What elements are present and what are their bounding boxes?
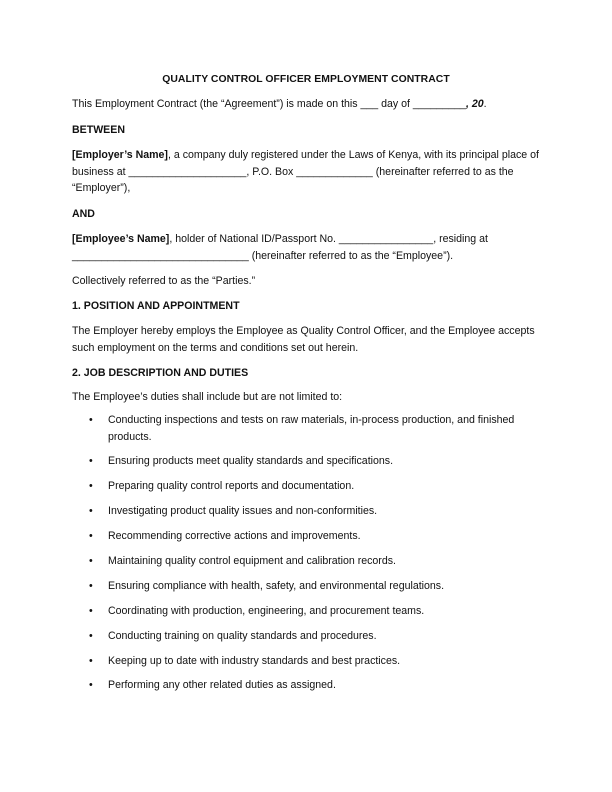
intro-paragraph bbox=[72, 96, 544, 113]
intro-text: This Employment Contract (the “Agreement”) is made on this ___ day of _________ bbox=[72, 98, 466, 110]
intro-year: , 20 bbox=[465, 98, 484, 110]
between-label: BETWEEN bbox=[72, 124, 125, 136]
bullet-marker: • bbox=[89, 679, 93, 692]
section1-text: The Employer hereby employs the Employee as Quality Control Officer, and the Employee accepts such employment on the terms and conditions set out herein. bbox=[72, 325, 535, 354]
parties-text: Collectively referred to as the “Parties.” bbox=[72, 275, 256, 287]
section2-intro: The Employee’s duties shall include but are not limited to: bbox=[72, 391, 343, 403]
employer-name: [Employer’s Name] bbox=[72, 149, 168, 161]
section1-heading: 1. POSITION AND APPOINTMENT bbox=[72, 300, 240, 312]
bullet-marker: • bbox=[89, 654, 93, 667]
list-item: • Investigating product quality issues and non-conformities. bbox=[72, 503, 544, 520]
list-item: • Coordinating with production, engineering, and procurement teams. bbox=[72, 603, 544, 620]
bullet-marker: • bbox=[89, 455, 93, 468]
bullet-marker: • bbox=[89, 629, 93, 642]
list-item: • Ensuring compliance with health, safety, and environmental regulations. bbox=[72, 578, 544, 595]
employee-text: , holder of National ID/Passport No. ________________, residing at ______________________________ (hereinafter referred to as the “Employee”). bbox=[72, 233, 488, 262]
bullet-marker: • bbox=[89, 554, 93, 567]
intro-end: . bbox=[483, 98, 487, 110]
list-item: • Preparing quality control reports and documentation. bbox=[72, 478, 544, 495]
bullet-marker: • bbox=[89, 480, 93, 493]
employer-paragraph bbox=[72, 147, 544, 197]
list-item: • Recommending corrective actions and improvements. bbox=[72, 528, 544, 545]
list-item: • Keeping up to date with industry standards and best practices. bbox=[72, 653, 544, 670]
employer-text: , a company duly registered under the Laws of Kenya, with its principal place of business at ____________________, P.O. Box _____________ (hereinafter referred to as the “Employer”), bbox=[72, 149, 539, 194]
employee-paragraph bbox=[72, 231, 544, 264]
bullet-marker: • bbox=[89, 530, 93, 543]
document-title: QUALITY CONTROL OFFICER EMPLOYMENT CONTRACT bbox=[162, 74, 450, 85]
list-item: • Conducting training on quality standards and procedures. bbox=[72, 628, 544, 645]
list-item: • Conducting inspections and tests on raw materials, in-process production, and finished products. bbox=[89, 414, 515, 443]
employee-name: [Employee’s Name] bbox=[72, 233, 170, 245]
bullet-marker: • bbox=[89, 604, 93, 617]
list-item: • Performing any other related duties as assigned. bbox=[72, 677, 544, 694]
section2-heading: 2. JOB DESCRIPTION AND DUTIES bbox=[72, 367, 249, 379]
duties-list bbox=[72, 412, 544, 702]
and-label: AND bbox=[72, 208, 95, 220]
list-item: • Maintaining quality control equipment and calibration records. bbox=[72, 553, 544, 570]
bullet-marker: • bbox=[89, 505, 93, 518]
list-item: • Ensuring products meet quality standards and specifications. bbox=[72, 453, 544, 470]
bullet-marker: • bbox=[89, 414, 93, 426]
bullet-marker: • bbox=[89, 579, 93, 592]
